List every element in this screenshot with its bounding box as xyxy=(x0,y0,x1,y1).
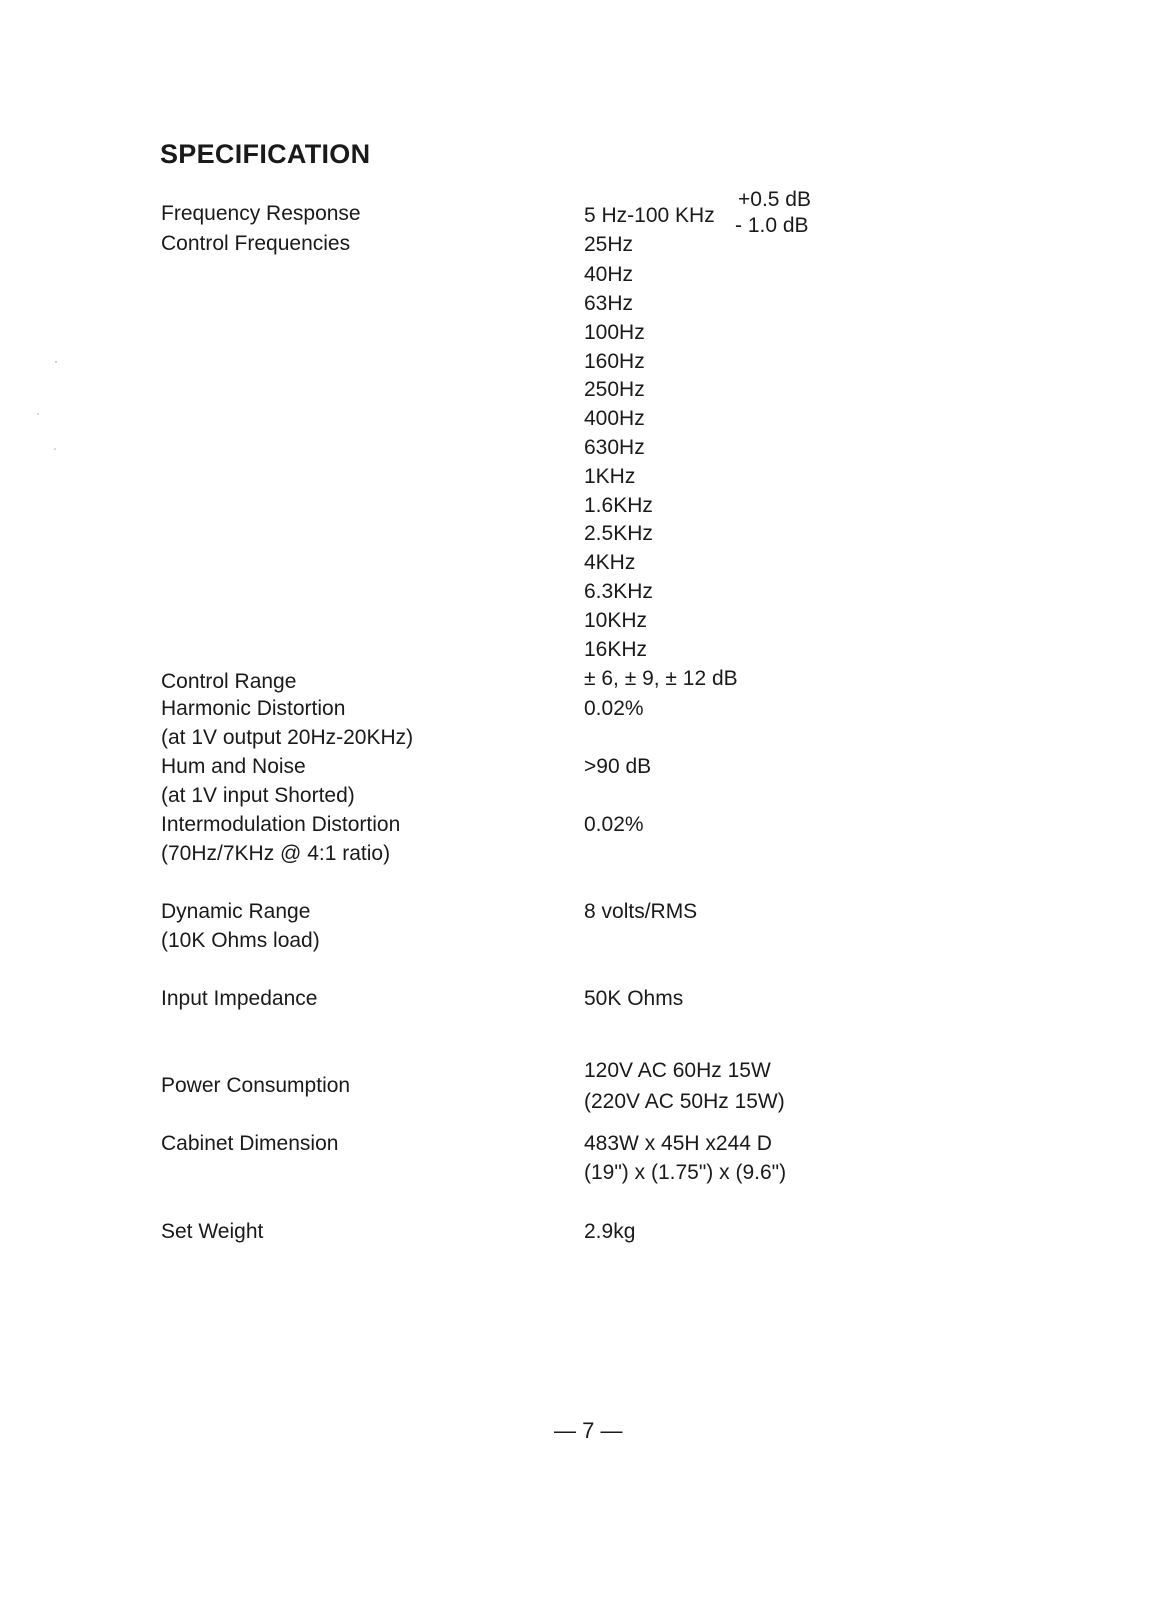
set-weight-label: Set Weight xyxy=(161,1220,264,1243)
page-title: SPECIFICATION xyxy=(160,139,371,169)
input-impedance-value: 50K Ohms xyxy=(584,987,684,1010)
control-range-label: Control Range xyxy=(161,670,297,693)
control-frequency-value: 2.5KHz xyxy=(584,522,653,545)
frequency-response-tolerance-plus: +0.5 dB xyxy=(738,188,811,211)
control-frequency-value: 40Hz xyxy=(584,263,634,286)
page-number: — 7 — xyxy=(554,1418,623,1443)
intermod-distortion-value: 0.02% xyxy=(584,813,644,836)
frequency-response-value: 5 Hz-100 KHz xyxy=(584,204,715,227)
control-range-value: ± 6, ± 9, ± 12 dB xyxy=(584,667,738,690)
cabinet-dimension-metric: 483W x 45H x244 D xyxy=(584,1132,772,1155)
control-frequency-value: 16KHz xyxy=(584,638,648,661)
set-weight-value: 2.9kg xyxy=(584,1220,636,1243)
control-frequency-value: 400Hz xyxy=(584,407,645,430)
power-consumption-value-alt: (220V AC 50Hz 15W) xyxy=(584,1090,785,1113)
control-frequencies-label: Control Frequencies xyxy=(161,232,351,255)
dynamic-range-value: 8 volts/RMS xyxy=(584,900,698,923)
control-frequency-value: 100Hz xyxy=(584,321,645,344)
control-frequency-value: 160Hz xyxy=(584,350,645,373)
control-frequency-value: 25Hz xyxy=(584,233,634,256)
control-frequency-value: 6.3KHz xyxy=(584,580,653,603)
control-frequency-value: 1KHz xyxy=(584,465,636,488)
control-frequency-value: 250Hz xyxy=(584,378,645,401)
control-frequency-value: 1.6KHz xyxy=(584,494,653,517)
harmonic-distortion-value: 0.02% xyxy=(584,697,644,720)
power-consumption-value: 120V AC 60Hz 15W xyxy=(584,1059,771,1082)
intermod-distortion-label: Intermodulation Distortion xyxy=(161,813,401,836)
hum-noise-value: >90 dB xyxy=(584,755,652,778)
frequency-response-label: Frequency Response xyxy=(161,202,361,225)
harmonic-distortion-label: Harmonic Distortion xyxy=(161,697,346,720)
frequency-response-tolerance-minus: - 1.0 dB xyxy=(735,214,809,237)
input-impedance-label: Input Impedance xyxy=(161,987,318,1010)
power-consumption-label: Power Consumption xyxy=(161,1074,351,1097)
control-frequency-value: 10KHz xyxy=(584,609,648,632)
harmonic-distortion-note: (at 1V output 20Hz-20KHz) xyxy=(161,726,414,749)
intermod-distortion-note: (70Hz/7KHz @ 4:1 ratio) xyxy=(161,842,391,865)
control-frequency-value: 630Hz xyxy=(584,436,645,459)
dynamic-range-note: (10K Ohms load) xyxy=(161,929,320,952)
hum-noise-label: Hum and Noise xyxy=(161,755,306,778)
hum-noise-note: (at 1V input Shorted) xyxy=(161,784,355,807)
control-frequency-value: 63Hz xyxy=(584,292,634,315)
control-frequency-value: 4KHz xyxy=(584,551,636,574)
cabinet-dimension-imperial: (19") x (1.75") x (9.6") xyxy=(584,1161,787,1184)
cabinet-dimension-label: Cabinet Dimension xyxy=(161,1132,339,1155)
dynamic-range-label: Dynamic Range xyxy=(161,900,311,923)
